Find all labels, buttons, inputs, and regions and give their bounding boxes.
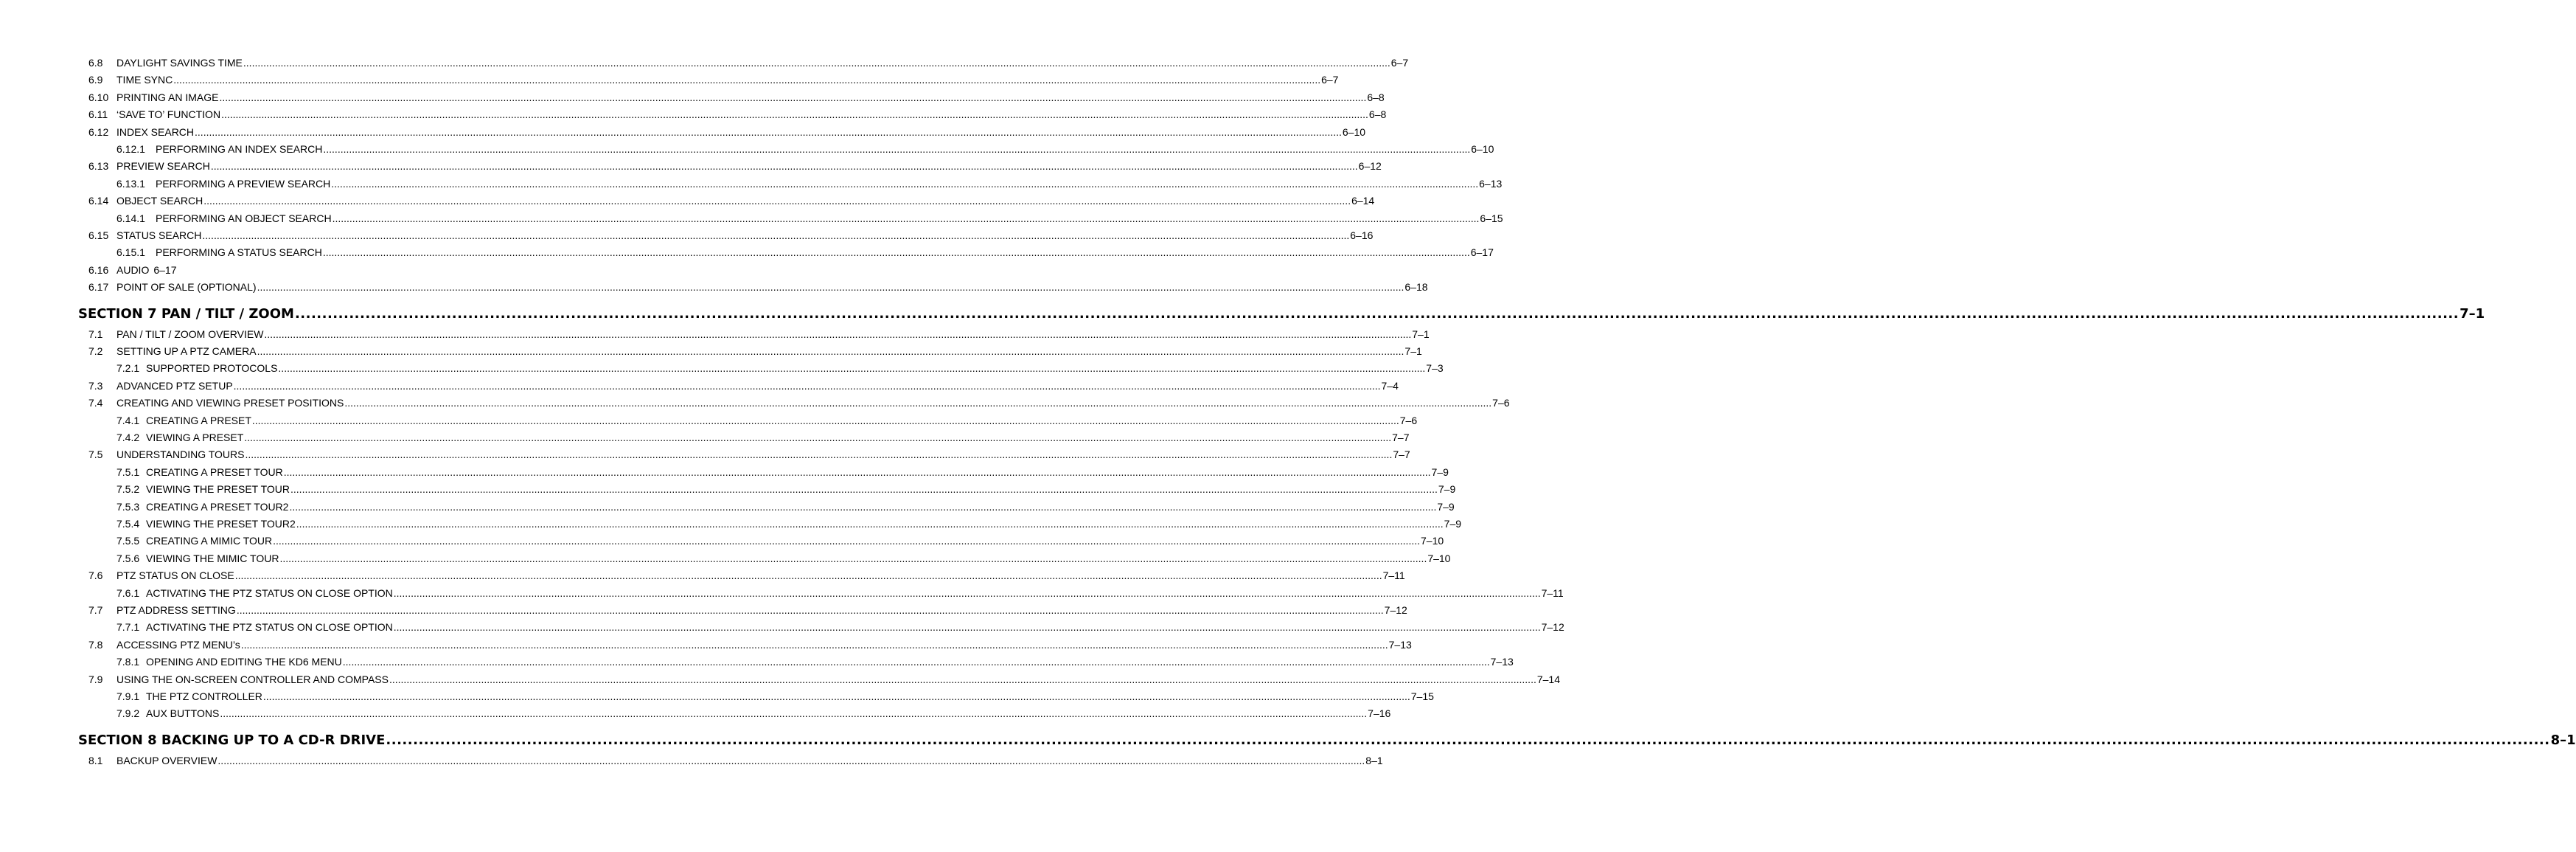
- toc-page-number: 7–6: [1399, 414, 1418, 426]
- toc-entry[interactable]: [0, 263, 658, 277]
- toc-entry-title: PERFORMING A STATUS SEARCH: [156, 246, 322, 259]
- toc-entry-number: 7.5.4: [116, 518, 140, 530]
- toc-page-number: 6–17: [1470, 246, 1494, 259]
- toc-entry-title: INDEX SEARCH: [116, 125, 195, 138]
- toc-page-number: 6–10: [1471, 143, 1494, 155]
- dot-leader: ................................................................................................................................................................................................................................................................................................................................................................................................................: [202, 229, 1350, 241]
- toc-entry-title: VIEWING THE MIMIC TOUR: [146, 552, 279, 564]
- toc-entry[interactable]: [0, 72, 1339, 87]
- toc-entry[interactable]: [0, 568, 1405, 583]
- dot-leader: ................................................................................................................................................................................................................................................................................................................................................................................................................: [257, 281, 1404, 294]
- toc-entry[interactable]: [0, 395, 1510, 410]
- toc-entry-title: OPENING AND EDITING THE KD6 MENU: [146, 656, 342, 668]
- toc-entry[interactable]: [0, 499, 1455, 514]
- toc-page-number: 6–12: [1358, 160, 1382, 173]
- toc-entry-title: PERFORMING AN INDEX SEARCH: [156, 143, 323, 155]
- toc-entry-title: UNDERSTANDING TOURS: [116, 448, 245, 461]
- dot-leader: ................................................................................................................................................................................................................................................................................................................................................................................................................: [289, 500, 1437, 513]
- toc-page-number: 6–8: [1367, 91, 1385, 103]
- toc-entry-number: 6.9: [88, 74, 103, 86]
- toc-entry-title: SETTING UP A PTZ CAMERA: [116, 345, 257, 357]
- toc-entry-title: THE PTZ CONTROLLER: [146, 690, 262, 702]
- toc-page-number: 7–9: [1431, 465, 1449, 478]
- toc-entry-number: 7.2.1: [116, 362, 140, 375]
- toc-entry[interactable]: [0, 90, 1385, 105]
- toc-page-number: 7–7: [1392, 432, 1410, 443]
- toc-entry-title: CREATING A PRESET TOUR2: [146, 500, 289, 513]
- toc-entry[interactable]: [0, 551, 1451, 566]
- dot-leader: ................................................................................................................................................................................................................................................................................................................................................................................................................: [195, 125, 1342, 138]
- toc-page-number: 6–13: [1479, 177, 1503, 190]
- dot-leader: ................................................................................................................................................................................................................................................................................................................................................................................................................: [217, 754, 1365, 766]
- toc-entry-title: OBJECT SEARCH: [116, 195, 203, 207]
- toc-entry-title: CREATING A PRESET TOUR: [146, 465, 283, 478]
- toc-entry-number: 6.12: [88, 125, 109, 138]
- toc-entry[interactable]: [0, 603, 1407, 617]
- toc-page-number: 7–11: [1382, 569, 1405, 582]
- toc-entry[interactable]: [0, 107, 1387, 122]
- dot-leader: ................................................................................................................................................................................................................................................................................................................................................................................................................: [220, 707, 1368, 720]
- toc-entry[interactable]: [0, 55, 1409, 70]
- toc-entry[interactable]: [0, 753, 1383, 768]
- toc-page-number: 6–18: [1404, 281, 1428, 294]
- dot-leader: ................................................................................................................................................................................................................................................................................................................................................................................................................: [278, 362, 1426, 375]
- toc-entry-number: 7.4: [88, 397, 103, 409]
- dot-leader: ................................................................................................................................................................................................................................................................................................................................................................................................................: [393, 586, 1541, 599]
- toc-entry[interactable]: [0, 447, 1410, 462]
- toc-entry-title: PERFORMING A PREVIEW SEARCH: [156, 177, 331, 190]
- toc-entry-number: 8.1: [88, 754, 103, 766]
- toc-entry-number: 7.7.1: [116, 621, 140, 634]
- toc-entry-title: USING THE ON-SCREEN CONTROLLER AND COMPASS: [116, 673, 389, 685]
- toc-entry-number: 6.16: [88, 263, 109, 276]
- toc-page-number: 8–1: [1365, 754, 1383, 766]
- dot-leader: ................................................................................................................................................................................................................................................................................................................................................................................................................: [203, 195, 1351, 207]
- dot-leader: ................................................................................................................................................................................................................................................................................................................................................................................................................: [331, 177, 1479, 190]
- toc-entry-title: VIEWING A PRESET: [146, 432, 244, 443]
- dot-leader: ................................................................................................................................................................................................................................................................................................................................................................................................................: [173, 74, 1321, 86]
- toc-entry-number: 7.9: [88, 673, 103, 685]
- dot-leader: ................................................................................................................................................................................................................................................................................................................................................................................................................: [273, 535, 1420, 547]
- toc-page-number: 7–16: [1368, 707, 1391, 720]
- dot-leader: ................................................................................................................................................................................................................................................................................................................................................................................................................: [389, 673, 1536, 685]
- toc-entry[interactable]: [0, 125, 1366, 139]
- toc-entry-number: 7.4.2: [116, 432, 140, 443]
- toc-entry[interactable]: [0, 245, 1494, 260]
- toc-entry-title: ACTIVATING THE PTZ STATUS ON CLOSE OPTION: [146, 621, 393, 634]
- toc-entry-number: 6.17: [88, 281, 109, 294]
- toc-entry-title: PAN / TILT / ZOOM OVERVIEW: [116, 328, 264, 340]
- toc-entry[interactable]: [0, 413, 1418, 428]
- toc-entry-title: ADVANCED PTZ SETUP: [116, 379, 233, 392]
- toc-entry-number: 6.12.1: [116, 143, 145, 155]
- toc-entry[interactable]: [0, 689, 1434, 704]
- toc-entry-number: 7.5.6: [116, 552, 140, 564]
- toc-entry-number: 7.9.1: [116, 690, 140, 702]
- dot-leader: ................................................................................................................................................................................................................................................................................................................................................................................................................: [283, 465, 1431, 478]
- toc-entry-number: 7.6: [88, 569, 103, 582]
- toc-entry-title: AUX BUTTONS: [146, 707, 220, 720]
- toc-page-number: 7–9: [1438, 483, 1456, 496]
- toc-entry-title: ‘SAVE TO’ FUNCTION: [116, 108, 221, 121]
- toc-entry-number: 7.5.2: [116, 483, 140, 496]
- toc-entry-title: STATUS SEARCH: [116, 229, 202, 241]
- toc-entry-title: DAYLIGHT SAVINGS TIME: [116, 57, 243, 69]
- toc-page-number: 7–1: [1412, 328, 1430, 340]
- toc-page-number: 7–10: [1427, 552, 1451, 564]
- toc-entry-title: PTZ STATUS ON CLOSE: [116, 569, 234, 582]
- toc-section-title: SECTION 7 PAN / TILT / ZOOM: [78, 305, 294, 322]
- dot-leader: ................................................................................................................................................................................................................................................................................................................................................................................................................: [294, 305, 2460, 322]
- toc-page-number: 6–7: [1390, 57, 1409, 69]
- toc-entry[interactable]: [0, 159, 1382, 173]
- toc-page-number: 6–8: [1368, 108, 1387, 121]
- dot-leader: ................................................................................................................................................................................................................................................................................................................................................................................................................: [240, 638, 1388, 651]
- dot-leader: ................................................................................................................................................................................................................................................................................................................................................................................................................: [342, 656, 1490, 668]
- toc-entry[interactable]: [0, 586, 1564, 600]
- toc-section-heading[interactable]: [0, 731, 2576, 750]
- toc-entry-title: PRINTING AN IMAGE: [116, 91, 219, 103]
- toc-page-number: 7–4: [1381, 379, 1399, 392]
- toc-entry[interactable]: [0, 637, 1412, 652]
- toc-entry[interactable]: [0, 361, 1444, 375]
- toc-entry-title: TIME SYNC: [116, 74, 173, 86]
- toc-entry-number: 7.5: [88, 448, 103, 461]
- toc-page-number: 6–10: [1342, 125, 1366, 138]
- toc-entry-number: 7.2: [88, 345, 103, 357]
- toc-entry-number: 6.8: [88, 57, 103, 69]
- toc-page-number: 7–11: [1541, 586, 1564, 599]
- toc-entry[interactable]: [0, 654, 1514, 669]
- toc-entry[interactable]: [0, 516, 1462, 531]
- toc-page-number: 7–15: [1410, 690, 1434, 702]
- dot-leader: ................................................................................................................................................................................................................................................................................................................................................................................................................: [322, 246, 1470, 259]
- toc-entry-number: 7.3: [88, 379, 103, 392]
- dot-leader: ................................................................................................................................................................................................................................................................................................................................................................................................................: [344, 397, 1492, 409]
- toc-entry-title: VIEWING THE PRESET TOUR: [146, 483, 290, 496]
- toc-page-number: 7–9: [1437, 500, 1455, 513]
- dot-leader: ................................................................................................................................................................................................................................................................................................................................................................................................................: [251, 414, 1399, 426]
- toc-entry[interactable]: [0, 378, 1399, 393]
- dot-leader: ................................................................................................................................................................................................................................................................................................................................................................................................................: [233, 379, 1381, 392]
- toc-page-number: 7–9: [1444, 518, 1462, 530]
- toc-entry-title: BACKUP OVERVIEW: [116, 754, 217, 766]
- toc-entry-title: CREATING AND VIEWING PRESET POSITIONS: [116, 397, 344, 409]
- toc-page-number: 7–12: [1384, 604, 1407, 616]
- dot-leader: ................................................................................................................................................................................................................................................................................................................................................................................................................: [386, 732, 2550, 748]
- toc-page-number: 7–14: [1536, 673, 1560, 685]
- dot-leader: ................................................................................................................................................................................................................................................................................................................................................................................................................: [262, 690, 1410, 702]
- toc-page-number: 6–7: [1321, 74, 1339, 86]
- toc-entry[interactable]: [0, 228, 1374, 243]
- toc-entry-title: POINT OF SALE (OPTIONAL): [116, 281, 257, 294]
- dot-leader: ................................................................................................................................................................................................................................................................................................................................................................................................................: [296, 518, 1444, 530]
- toc-entry-number: 7.8: [88, 638, 103, 651]
- toc-entry[interactable]: [0, 465, 1449, 479]
- toc-entry[interactable]: [0, 176, 1503, 191]
- dot-leader: ................................................................................................................................................................................................................................................................................................................................................................................................................: [236, 604, 1384, 616]
- toc-entry-number: 6.10: [88, 91, 109, 103]
- toc-page-number: 7–13: [1388, 638, 1412, 651]
- toc-page-number: 7–6: [1492, 397, 1510, 409]
- toc-entry[interactable]: [0, 193, 1375, 208]
- toc-entry[interactable]: [0, 280, 1428, 294]
- toc-entry-number: 6.15: [88, 229, 109, 241]
- toc-page-number: 7–3: [1426, 362, 1444, 375]
- toc-page-number: 8–1: [2550, 732, 2576, 748]
- toc-page-number: 7–10: [1421, 535, 1444, 547]
- toc-entry-title: SUPPORTED PROTOCOLS: [146, 362, 278, 375]
- toc-page-number: 6–15: [1480, 212, 1503, 224]
- toc-entry-number: 6.13: [88, 160, 109, 173]
- toc-page-number: 6–14: [1351, 195, 1375, 207]
- toc-entry-title: PREVIEW SEARCH: [116, 160, 210, 173]
- toc-entry[interactable]: [0, 211, 1503, 226]
- toc-page-number: 6–16: [1350, 229, 1374, 241]
- dot-leader: ................................................................................................................................................................................................................................................................................................................................................................................................................: [234, 569, 1382, 582]
- toc-entry[interactable]: [0, 327, 1430, 342]
- toc-entry-number: 6.13.1: [116, 177, 145, 190]
- toc-entry-number: 7.7: [88, 604, 103, 616]
- toc-entry-number: 6.14.1: [116, 212, 145, 224]
- toc-entry[interactable]: [0, 620, 1564, 634]
- dot-leader: ................................................................................................................................................................................................................................................................................................................................................................................................................: [290, 483, 1438, 496]
- toc-entry[interactable]: [0, 672, 1560, 687]
- toc-entry-title: AUDIO: [116, 263, 150, 276]
- toc-page-number: 6–17: [153, 263, 177, 276]
- toc-entry-number: 7.5.5: [116, 535, 140, 547]
- toc-entry-title: CREATING A PRESET: [146, 414, 251, 426]
- toc-page-number: 7–12: [1541, 621, 1564, 634]
- toc-entry-title: ACCESSING PTZ MENU’s: [116, 638, 240, 651]
- dot-leader: ................................................................................................................................................................................................................................................................................................................................................................................................................: [245, 448, 1393, 461]
- dot-leader: ................................................................................................................................................................................................................................................................................................................................................................................................................: [219, 91, 1367, 103]
- toc-entry[interactable]: [0, 430, 1410, 445]
- toc-page-number: 7–13: [1490, 656, 1514, 668]
- toc-entry[interactable]: [0, 533, 1444, 548]
- toc-entry-number: 7.6.1: [116, 586, 140, 599]
- dot-leader: ................................................................................................................................................................................................................................................................................................................................................................................................................: [243, 57, 1390, 69]
- toc-section-title: SECTION 8 BACKING UP TO A CD-R DRIVE: [78, 732, 386, 748]
- dot-leader: ................................................................................................................................................................................................................................................................................................................................................................................................................: [244, 432, 1392, 443]
- toc-entry-number: 7.4.1: [116, 414, 140, 426]
- toc-page-number: 7–1: [2460, 305, 2485, 322]
- toc-entry-number: 6.14: [88, 195, 109, 207]
- toc-entry[interactable]: [0, 482, 1456, 496]
- toc-entry[interactable]: [0, 142, 1494, 156]
- toc-entry-title: PERFORMING AN OBJECT SEARCH: [156, 212, 332, 224]
- dot-leader: ................................................................................................................................................................................................................................................................................................................................................................................................................: [323, 143, 1471, 155]
- dot-leader: ................................................................................................................................................................................................................................................................................................................................................................................................................: [221, 108, 1368, 121]
- toc-page-number: 7–1: [1404, 345, 1422, 357]
- toc-entry-title: PTZ ADDRESS SETTING: [116, 604, 236, 616]
- toc-page-number: 7–7: [1393, 448, 1410, 461]
- dot-leader: ................................................................................................................................................................................................................................................................................................................................................................................................................: [264, 328, 1412, 340]
- toc-entry-number: 7.5.3: [116, 500, 140, 513]
- toc-entry-number: 7.5.1: [116, 465, 140, 478]
- toc-entry-title: ACTIVATING THE PTZ STATUS ON CLOSE OPTION: [146, 586, 393, 599]
- dot-leader: ................................................................................................................................................................................................................................................................................................................................................................................................................: [393, 621, 1541, 634]
- dot-leader: ................................................................................................................................................................................................................................................................................................................................................................................................................: [257, 345, 1404, 357]
- dot-leader: ................................................................................................................................................................................................................................................................................................................................................................................................................: [332, 212, 1480, 224]
- toc-entry-number: 6.15.1: [116, 246, 145, 259]
- toc-entry[interactable]: [0, 344, 1422, 359]
- toc-entry[interactable]: [0, 706, 1391, 721]
- dot-leader: ................................................................................................................................................................................................................................................................................................................................................................................................................: [279, 552, 1427, 564]
- dot-leader: ................................................................................................................................................................................................................................................................................................................................................................................................................: [210, 160, 1358, 173]
- toc-entry-title: CREATING A MIMIC TOUR: [146, 535, 273, 547]
- toc-entry-number: 6.11: [88, 108, 108, 121]
- toc-entry-number: 7.1: [88, 328, 103, 340]
- toc-entry-title: VIEWING THE PRESET TOUR2: [146, 518, 296, 530]
- toc-section-heading[interactable]: [0, 305, 2485, 324]
- toc-entry-number: 7.8.1: [116, 656, 140, 668]
- toc-entry-number: 7.9.2: [116, 707, 140, 720]
